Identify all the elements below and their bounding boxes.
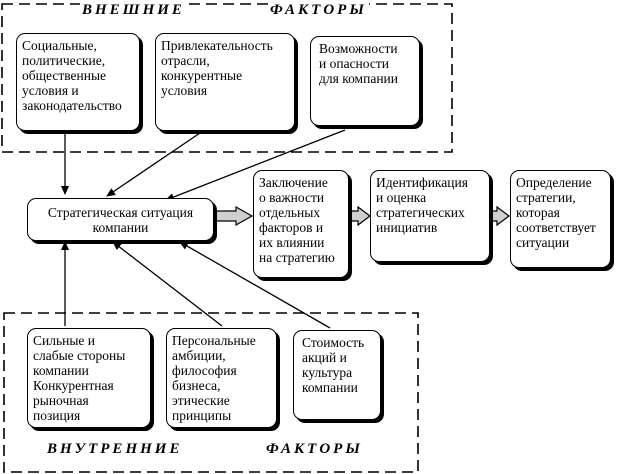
strengths-weaknesses-box: Сильные и слабые стороны компании Конкурентная рыночная позиция xyxy=(27,328,151,428)
block-arrow-2 xyxy=(350,207,370,225)
block-arrow-3 xyxy=(490,207,509,225)
arrow-industry-to-situation xyxy=(107,133,200,196)
internal-title-right: ФАКТОРЫ xyxy=(266,441,363,457)
stock-culture-box: Стоимость акций и культура компании xyxy=(293,330,381,420)
conclusion-box: Заключение о важности отдельных факторов и их влиянии на стратегию xyxy=(253,170,349,278)
strategic-situation-box: Стратегическая ситуация компании xyxy=(27,198,214,241)
opportunities-threats-box: Возможности и опасности для компании xyxy=(310,36,420,126)
industry-attractiveness-box: Привлекательность отрасли, конкурентные условия xyxy=(155,33,295,131)
ambitions-philosophy-box: Персональные амбиции, философия бизнеса, этические принципы xyxy=(166,328,277,428)
external-title-left: ВНЕШНИЕ xyxy=(82,2,185,18)
internal-title-left: ВНУТРЕННИЕ xyxy=(47,441,183,457)
social-political-box: Социальные, политические, общественные условия и законодательство xyxy=(16,33,140,131)
identification-box: Идентификация и оценка стратегических инициатив xyxy=(370,170,490,262)
external-title-right: ФАКТОРЫ xyxy=(270,2,367,18)
strategy-definition-box: Определение стратегии, которая соответствует ситуации xyxy=(510,170,611,268)
block-arrow-1 xyxy=(214,207,252,225)
